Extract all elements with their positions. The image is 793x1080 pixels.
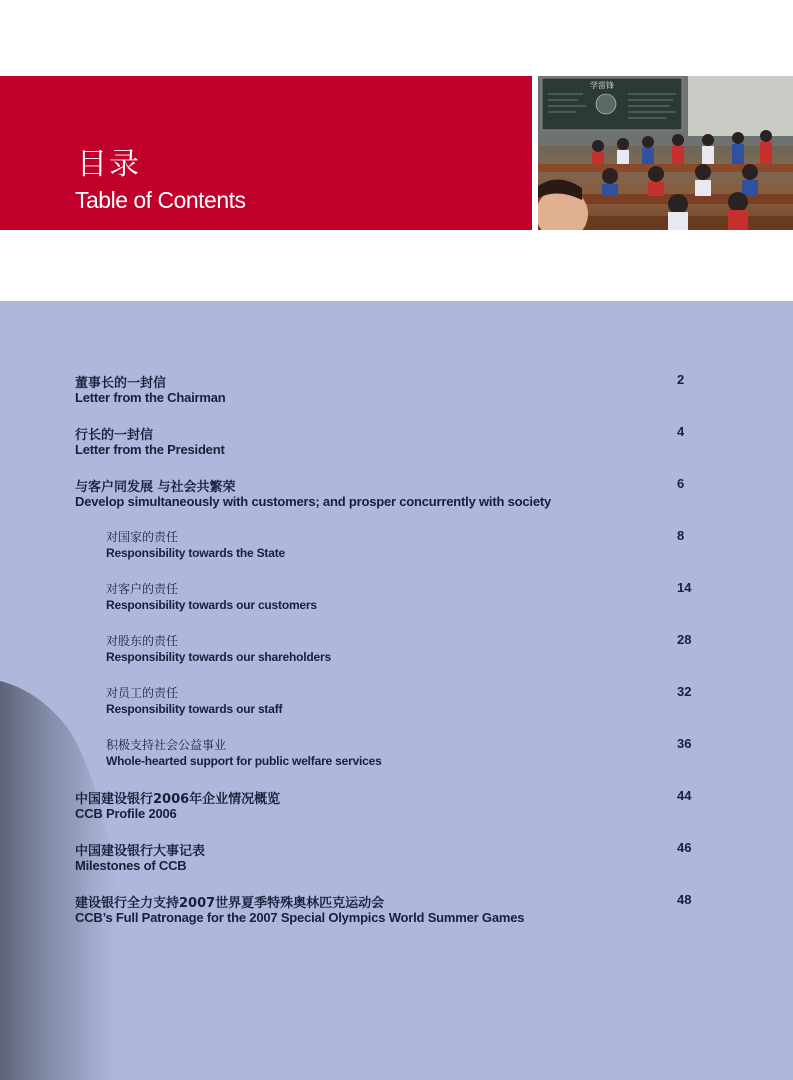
toc-entry-title-en: Develop simultaneously with customers; and prosper concurrently with society [75,494,552,509]
toc-entry-page-number: 28 [677,632,692,647]
toc-entry-title-en: Milestones of CCB [75,858,187,873]
toc-entry-title-en: Whole-hearted support for public welfare services [106,754,382,768]
toc-entry-page-number: 6 [677,476,685,491]
toc-entry-title-zh: 行长的一封信 [75,428,154,443]
chalkboard-text: 学雷锋 [590,81,614,90]
toc-entry-title-zh: 对员工的责任 [106,686,179,700]
toc-entry-title-zh: 中国建设银行大事记表 [75,844,206,859]
toc-entry-page-number: 14 [677,580,692,595]
toc-entry-title-zh: 对客户的责任 [106,582,179,596]
toc-entry-page-number: 44 [677,788,692,803]
toc-entry-page-number: 32 [677,684,692,699]
toc-entry-title-en: Responsibility towards our shareholders [106,650,331,664]
toc-entry-title-en: Responsibility towards our customers [106,598,317,612]
toc-entry-title-zh: 对国家的责任 [106,530,179,544]
classroom-photo [538,76,793,230]
toc-entry-page-number: 46 [677,840,692,855]
toc-entry-page-number: 48 [677,892,692,907]
toc-entry-title-en: Responsibility towards the State [106,546,285,560]
toc-entry-title-zh: 建设银行全力支持2007世界夏季特殊奥林匹克运动会 [75,896,385,911]
toc-entry-page-number: 8 [677,528,685,543]
toc-entry-title-en: CCB Profile 2006 [75,806,177,821]
toc-entry-title-zh: 中国建设银行2006年企业情况概览 [75,792,281,807]
page-title-en: Table of Contents [75,187,246,213]
toc-entry-title-zh: 与客户同发展 与社会共繁荣 [75,480,236,495]
toc-entry-page-number: 36 [677,736,692,751]
toc-entry-page-number: 4 [677,424,685,439]
toc-entry-title-en: Letter from the President [75,442,225,457]
toc-entry-title-zh: 董事长的一封信 [75,376,167,391]
toc-entry-title-zh: 对股东的责任 [106,634,179,648]
classroom-photo-illustration [538,76,793,230]
page-title-zh: 目录 [77,147,141,182]
toc-entry-title-en: Letter from the Chairman [75,390,226,405]
toc-entry-page-number: 2 [677,372,685,387]
toc-entry-title-zh: 积极支持社会公益事业 [106,738,227,752]
toc-entry-title-en: CCB’s Full Patronage for the 2007 Special Olympics World Summer Games [75,910,525,925]
toc-entry-title-en: Responsibility towards our staff [106,702,283,716]
